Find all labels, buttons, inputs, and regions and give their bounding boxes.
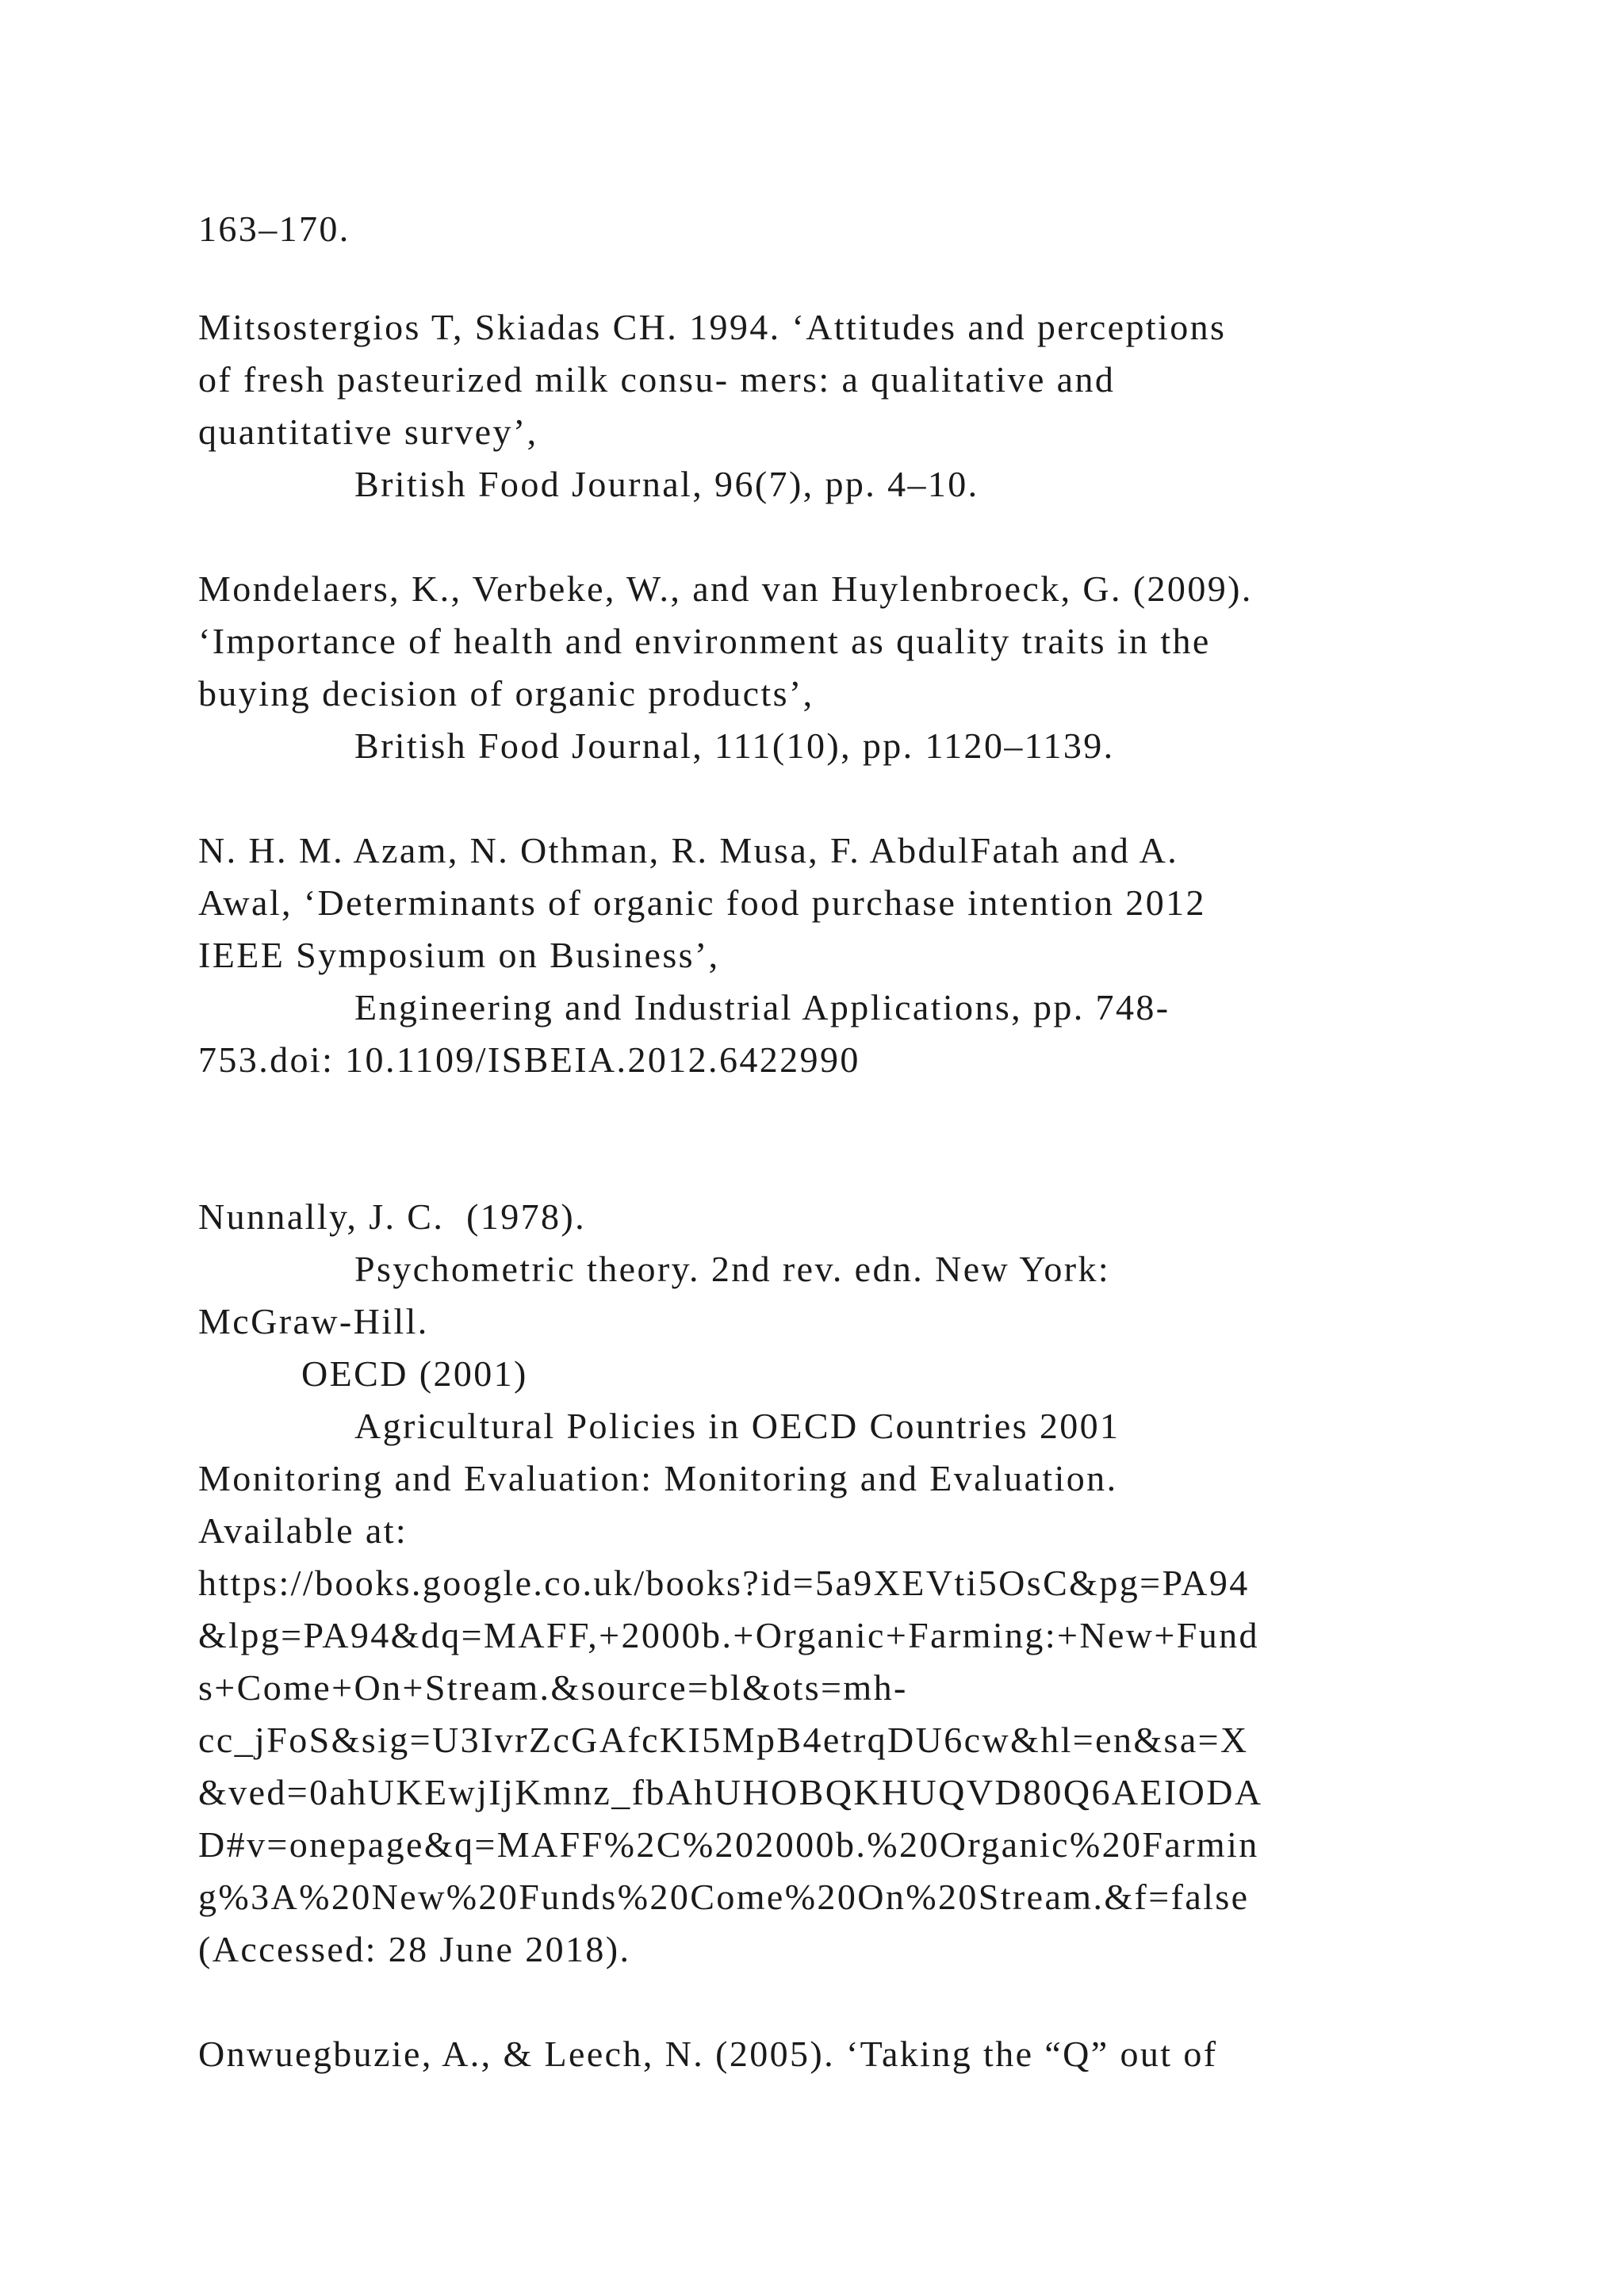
reference-oecd-url-line: &ved=0ahUKEwjIjKmnz_fbAhUHOBQKHUQVD80Q6AEIODA [198, 1772, 1263, 1812]
reference-oecd-line: OECD (2001) [301, 1353, 528, 1394]
reference-oecd-line: Agricultural Policies in OECD Countries 2001 [354, 1406, 1120, 1446]
reference-oecd-url-line: cc_jFoS&sig=U3IvrZcGAfcKI5MpB4etrqDU6cw&hl=en&sa=X [198, 1720, 1249, 1760]
reference-nunnally-line: Psychometric theory. 2nd rev. edn. New York: [354, 1249, 1111, 1289]
reference-mitsostergios-line: quantitative survey’, [198, 411, 538, 452]
reference-mitsostergios-line: of fresh pasteurized milk consu- mers: a qualitative and [198, 359, 1116, 400]
reference-mondelaers-line: British Food Journal, 111(10), pp. 1120–1139. [354, 725, 1115, 766]
reference-oecd-line: (Accessed: 28 June 2018). [198, 1929, 631, 1969]
reference-oecd-url-line: &lpg=PA94&dq=MAFF,+2000b.+Organic+Farming:+New+Fund [198, 1615, 1259, 1655]
reference-mitsostergios-line: British Food Journal, 96(7), pp. 4–10. [354, 464, 979, 504]
reference-oecd-url-line: D#v=onepage&q=MAFF%2C%202000b.%20Organic%20Farmin [198, 1824, 1259, 1865]
reference-mondelaers-line: Mondelaers, K., Verbeke, W., and van Huylenbroeck, G. (2009). [198, 568, 1253, 609]
reference-mondelaers-line: ‘Importance of health and environment as quality traits in the [198, 621, 1211, 661]
reference-azam-line: Awal, ‘Determinants of organic food purchase intention 2012 [198, 882, 1206, 923]
reference-mondelaers-line: buying decision of organic products’, [198, 673, 814, 714]
reference-nunnally-line: Nunnally, J. C. (1978). [198, 1196, 587, 1237]
reference-oecd-url-line: https://books.google.co.uk/books?id=5a9XEVti5OsC&pg=PA94 [198, 1563, 1250, 1603]
reference-mitsostergios-line: Mitsostergios T, Skiadas CH. 1994. ‘Attitudes and perceptions [198, 307, 1227, 347]
reference-oecd-line: Monitoring and Evaluation: Monitoring and Evaluation. [198, 1458, 1118, 1498]
reference-onwuegbuzie-line: Onwuegbuzie, A., & Leech, N. (2005). ‘Taking the “Q” out of [198, 2034, 1218, 2074]
text-line: 163–170. [198, 209, 350, 249]
reference-oecd-url-line: g%3A%20New%20Funds%20Come%20On%20Stream.&f=false [198, 1877, 1250, 1917]
reference-azam-line: Engineering and Industrial Applications, pp. 748- [354, 987, 1170, 1027]
reference-oecd-url-line: s+Come+On+Stream.&source=bl&ots=mh- [198, 1667, 908, 1708]
reference-azam-line: 753.doi: 10.1109/ISBEIA.2012.6422990 [198, 1039, 860, 1080]
reference-azam-line: N. H. M. Azam, N. Othman, R. Musa, F. AbdulFatah and A. [198, 830, 1179, 871]
reference-nunnally-line: McGraw-Hill. [198, 1301, 429, 1341]
reference-azam-line: IEEE Symposium on Business’, [198, 935, 720, 975]
reference-oecd-line: Available at: [198, 1510, 408, 1551]
